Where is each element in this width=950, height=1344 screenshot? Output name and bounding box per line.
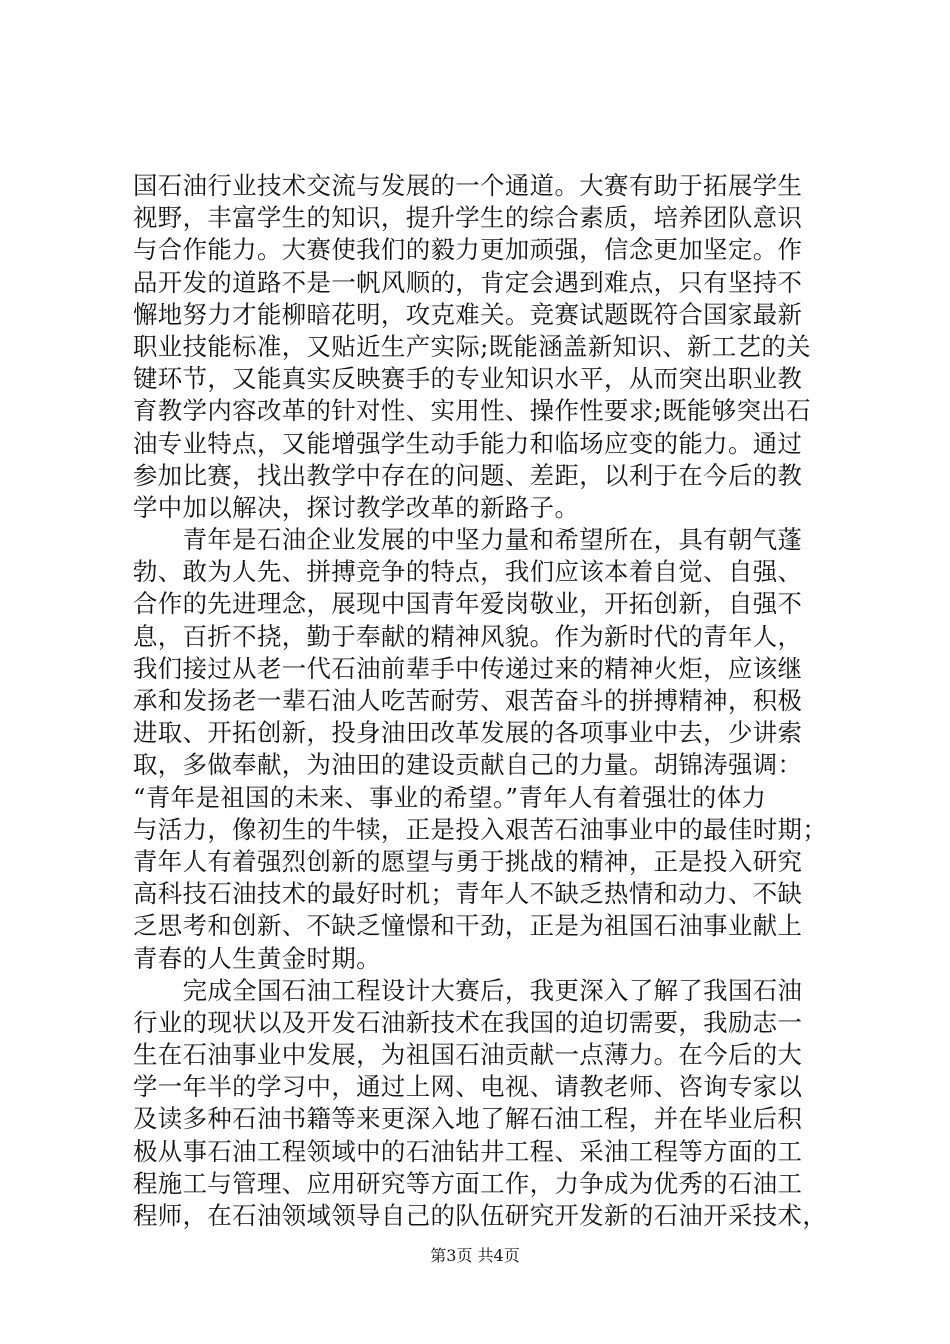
- text-line: 油专业特点，又能增强学生动手能力和临场应变的能力。通过: [133, 428, 803, 458]
- text-line: 国石油行业技术交流与发展的一个通道。大赛有助于拓展学生: [133, 171, 803, 200]
- text-line: 育教学内容改革的针对性、实用性、操作性要求;既能够突出石: [133, 396, 811, 426]
- text-line: 青年是石油企业发展的中坚力量和希望所在，具有朝气蓬: [133, 525, 803, 555]
- text-line: 学一年半的学习中，通过上网、电视、请教老师、咨询专家以: [133, 1072, 803, 1102]
- text-line: 与合作能力。大赛使我们的毅力更加顽强，信念更加坚定。作: [133, 235, 803, 265]
- text-line: 职业技能标准，又贴近生产实际;既能涵盖新知识、新工艺的关: [133, 331, 811, 361]
- text-line: 取，多做奉献，为油田的建设贡献自己的力量。胡锦涛强调：: [133, 750, 803, 780]
- text-line: 键环节，又能真实反映赛手的专业知识水平，从而突出职业教: [133, 364, 803, 394]
- text-line: 高科技石油技术的最好时机；青年人不缺乏热情和动力、不缺: [133, 879, 803, 909]
- text-line: 青年人有着强烈创新的愿望与勇于挑战的精神，正是投入研究: [133, 846, 803, 876]
- text-line: 青春的人生黄金时期。: [133, 943, 381, 973]
- text-line: 我们接过从老一代石油前辈手中传递过来的精神火炬，应该继: [133, 653, 803, 683]
- text-line: 程施工与管理、应用研究等方面工作，力争成为优秀的石油工: [133, 1168, 803, 1198]
- body-text: [133, 170, 833, 1232]
- text-line: 极从事石油工程领域中的石油钻井工程、采油工程等方面的工: [133, 1136, 803, 1166]
- text-line: 勃、敢为人先、拼搏竞争的特点，我们应该本着自觉、自强、: [133, 557, 803, 587]
- text-line: “青年是祖国的未来、事业的希望。”青年人有着强壮的体力: [133, 782, 767, 812]
- text-line: 生在石油事业中发展，为祖国石油贡献一点薄力。在今后的大: [133, 1040, 803, 1070]
- text-line: 合作的先进理念，展现中国青年爱岗敬业，开拓创新，自强不: [133, 589, 803, 619]
- text-line: 视野，丰富学生的知识，提升学生的综合素质，培养团队意识: [133, 203, 803, 233]
- text-line: 进取、开拓创新，投身油田改革发展的各项事业中去，少讲索: [133, 718, 803, 748]
- text-line: 程师，在石油领域领导自己的队伍研究开发新的石油开采技术，: [133, 1201, 828, 1230]
- text-line: 参加比赛，找出教学中存在的问题、差距，以利于在今后的教: [133, 460, 803, 490]
- text-line: 品开发的道路不是一帆风顺的，肯定会遇到难点，只有坚持不: [133, 267, 803, 297]
- text-line: 行业的现状以及开发石油新技术在我国的迫切需要，我励志一: [133, 1007, 803, 1037]
- text-line: 完成全国石油工程设计大赛后，我更深入了解了我国石油: [133, 975, 803, 1005]
- page-number: 第3页 共4页: [430, 1246, 520, 1265]
- text-line: 承和发扬老一辈石油人吃苦耐劳、艰苦奋斗的拼搏精神，积极: [133, 686, 803, 715]
- text-line: 及读多种石油书籍等来更深入地了解石油工程，并在毕业后积: [133, 1104, 803, 1134]
- text-line: 息，百折不挠，勤于奉献的精神风貌。作为新时代的青年人，: [133, 621, 803, 651]
- text-line: 懈地努力才能柳暗花明，攻克难关。竞赛试题既符合国家最新: [133, 299, 803, 329]
- text-line: 学中加以解决，探讨教学改革的新路子。: [133, 492, 580, 522]
- text-line: 与活力，像初生的牛犊，正是投入艰苦石油事业中的最佳时期；: [133, 814, 828, 844]
- page-footer: [0, 1246, 950, 1266]
- text-line: 乏思考和创新、不缺乏憧憬和干劲，正是为祖国石油事业献上: [133, 911, 803, 941]
